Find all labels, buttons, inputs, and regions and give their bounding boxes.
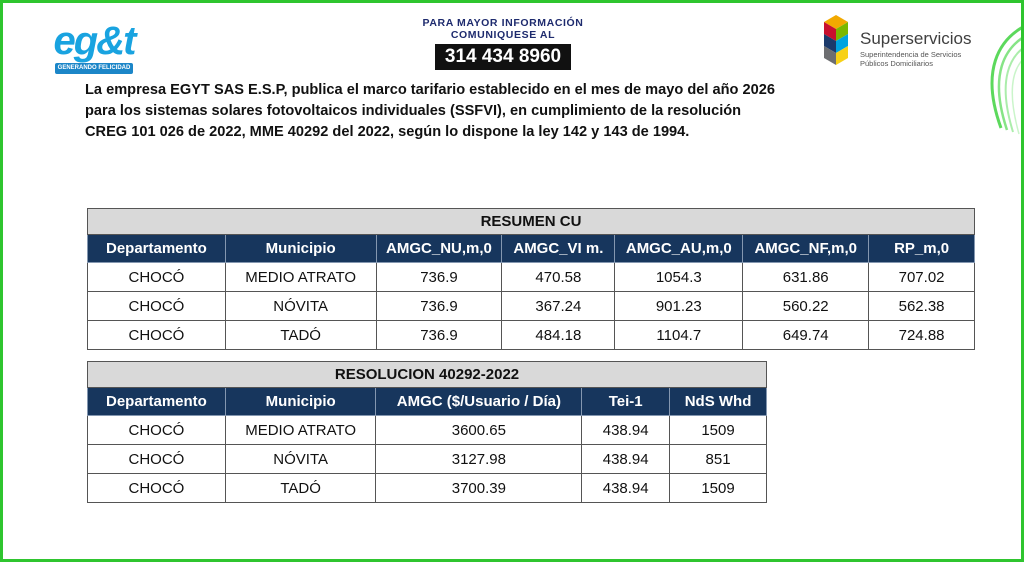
resumen-cu-title: RESUMEN CU (88, 209, 975, 235)
table-cell: 1054.3 (615, 263, 743, 292)
table-row (88, 445, 767, 474)
table-cell: CHOCÓ (88, 445, 226, 474)
superservicios-subtitle (860, 50, 961, 68)
table-row (88, 416, 767, 445)
table-cell: NÓVITA (225, 292, 376, 321)
superservicios-subtitle-line-2: Públicos Domiciliarios (860, 59, 933, 68)
table-cell: NÓVITA (225, 445, 376, 474)
table-cell: 562.38 (869, 292, 975, 321)
table-cell: CHOCÓ (88, 263, 226, 292)
table-cell: 736.9 (376, 292, 502, 321)
table-cell: 3700.39 (376, 474, 582, 503)
table-cell: 438.94 (582, 416, 670, 445)
column-header: AMGC_NF,m,0 (743, 235, 869, 263)
table-cell: CHOCÓ (88, 292, 226, 321)
contact-line-2: COMUNIQUESE AL (450, 29, 556, 41)
intro-paragraph (85, 80, 895, 143)
resolucion-title: RESOLUCION 40292-2022 (88, 362, 767, 388)
egt-logo-tagline: GENERANDO FELICIDAD (55, 63, 133, 74)
intro-line: para los sistemas solares fotovoltaicos individuales (SSFVI), en cumplimiento de la resolución (85, 103, 742, 119)
decorative-swoosh (961, 18, 1024, 138)
table-cell: 560.22 (743, 292, 869, 321)
column-header: Municipio (225, 388, 376, 416)
table-cell: CHOCÓ (88, 474, 226, 503)
column-header: AMGC ($/Usuario / Día) (376, 388, 582, 416)
table-row (88, 263, 975, 292)
table-row (88, 321, 975, 350)
table-cell: CHOCÓ (88, 321, 226, 350)
table-cell: MEDIO ATRATO (225, 263, 376, 292)
column-header: AMGC_AU,m,0 (615, 235, 743, 263)
column-header: NdS Whd (670, 388, 767, 416)
table-cell: MEDIO ATRATO (225, 416, 376, 445)
table-cell: 1509 (670, 416, 767, 445)
table-cell: 901.23 (615, 292, 743, 321)
superservicios-name: Superservicios (860, 29, 972, 48)
superservicios-subtitle-line-1: Superintendencia de Servicios (860, 50, 962, 59)
table-cell: TADÓ (225, 321, 376, 350)
table-cell: 438.94 (582, 445, 670, 474)
column-header: Departamento (88, 388, 226, 416)
table-row (88, 474, 767, 503)
table-cell: 3600.65 (376, 416, 582, 445)
table-cell: 470.58 (502, 263, 615, 292)
column-header: Municipio (225, 235, 376, 263)
column-header: RP_m,0 (869, 235, 975, 263)
column-header: AMGC_NU,m,0 (376, 235, 502, 263)
column-header: Tei-1 (582, 388, 670, 416)
table-cell: 438.94 (582, 474, 670, 503)
egt-logo (51, 19, 137, 77)
table-cell: 367.24 (502, 292, 615, 321)
table-cell: 736.9 (376, 263, 502, 292)
superservicios-cube-icon (818, 13, 854, 69)
table-row (88, 292, 975, 321)
table-cell: TADÓ (225, 474, 376, 503)
table-cell: 3127.98 (376, 445, 582, 474)
contact-box (403, 17, 603, 70)
table-cell: CHOCÓ (88, 416, 226, 445)
table-cell: 1104.7 (615, 321, 743, 350)
contact-line-1: PARA MAYOR INFORMACIÓN (422, 17, 584, 29)
intro-line: La empresa EGYT SAS E.S.P, publica el marco tarifario establecido en el mes de mayo del año 2026 (85, 82, 775, 98)
resumen-cu-header-row (88, 235, 975, 263)
egt-logo-word: eg&t (53, 19, 135, 63)
phone-number: 314 434 8960 (435, 44, 571, 70)
resumen-cu-table (87, 208, 975, 350)
intro-line: CREG 101 026 de 2022, MME 40292 del 2022, según lo dispone la ley 142 y 143 de 1994. (85, 124, 690, 140)
table-cell: 851 (670, 445, 767, 474)
table-cell: 649.74 (743, 321, 869, 350)
column-header: Departamento (88, 235, 226, 263)
table-cell: 484.18 (502, 321, 615, 350)
table-cell: 736.9 (376, 321, 502, 350)
table-cell: 724.88 (869, 321, 975, 350)
table-cell: 1509 (670, 474, 767, 503)
column-header: AMGC_VI m. (502, 235, 615, 263)
resolucion-table (87, 361, 767, 503)
table-cell: 707.02 (869, 263, 975, 292)
resolucion-header-row (88, 388, 767, 416)
table-cell: 631.86 (743, 263, 869, 292)
